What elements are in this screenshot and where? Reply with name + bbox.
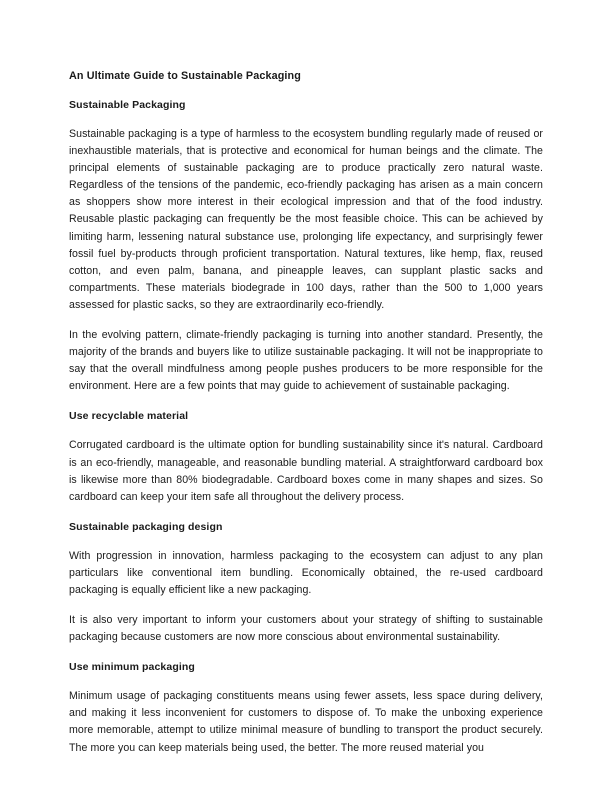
paragraph-evolving-pattern: In the evolving pattern, climate-friendly packaging is turning into another standard. Presently, the majority of the brands and buyers like to utilize sustainable packaging. It will not be inappropriate to say that the overall mindfulness among people pushes producers to be more responsible for the environment. Here are a few points that may guide to achievement of sustainable packaging.: [69, 329, 543, 393]
section-heading-use-minimum-packaging: Use minimum packaging: [69, 661, 195, 674]
page-title: An Ultimate Guide to Sustainable Packaging: [69, 70, 301, 82]
section-heading-use-recyclable-material: Use recyclable material: [69, 410, 189, 423]
section-heading-sustainable-packaging-design: Sustainable packaging design: [69, 520, 223, 533]
paragraph-inform-customers: It is also very important to inform your customers about your strategy of shifting to sustainable packaging because customers are now more conscious about environmental sustainability.: [69, 614, 543, 644]
document-body: [69, 68, 543, 757]
paragraph-intro: Sustainable packaging is a type of harmless to the ecosystem bundling regularly made of reused or inexhaustible materials, that is protective and economical for human beings and the climate. The principal elements of sustainable packaging are to produce practically zero natural waste. Regardless of the tensions of the pandemic, eco-friendly packaging has arisen as a main concern as shoppers show more interest in their ecological impression and that of the food industry. Reusable plastic packaging can frequently be the most feasible choice. This can be achieved by limiting harm, lessening natural substance use, prolonging life expectancy, and surprisingly fewer fossil fuel by-products through proficient transportation. Natural textures, like hemp, flax, reused cotton, and even palm, banana, and pineapple leaves, can supplant plastic sacks and compartments. These materials biodegrade in 100 days, rather than the 500 to 1,000 years assessed for plastic sacks, so they are extraordinarily eco-friendly.: [69, 128, 543, 311]
section-heading-sustainable-packaging: Sustainable Packaging: [69, 99, 186, 111]
paragraph-minimum-usage: Minimum usage of packaging constituents means using fewer assets, less space during delivery, and making it less inconvenient for customers to dispose of. To make the unboxing experience more memorable, attempt to utilize minimal measure of bundling to transport the product securely. The more you can keep materials being used, the better. The more reused material you: [69, 690, 543, 754]
paragraph-corrugated-cardboard: Corrugated cardboard is the ultimate option for bundling sustainability since it's natural. Cardboard is an eco-friendly, manageable, and reasonable bundling material. A straightforward cardboard box is likewise more than 80% biodegradable. Cardboard boxes come in many shapes and sizes. So cardboard can keep your item safe all throughout the delivery process.: [69, 439, 543, 503]
paragraph-progression-innovation: With progression in innovation, harmless packaging to the ecosystem can adjust to any plan particulars like conventional item bundling. Economically obtained, the re-used cardboard packaging is equally efficient like a new packaging.: [69, 549, 543, 596]
